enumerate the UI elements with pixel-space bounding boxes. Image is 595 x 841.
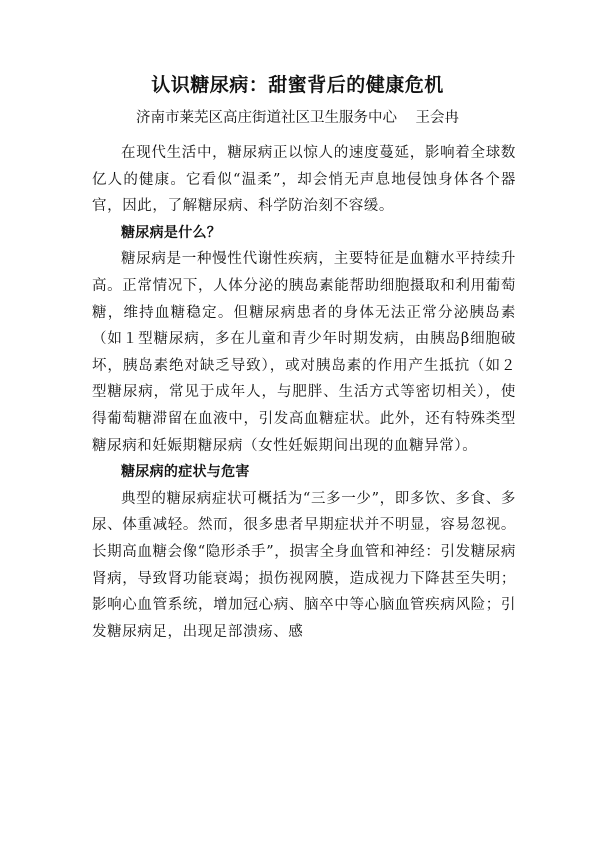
section-paragraph-what-is: 糖尿病是一种慢性代谢性疾病，主要特征是血糖水平持续升高。正常情况下，人体分泌的胰岛素能帮助细胞摄取和利用葡萄糖，维持血糖稳定。但糖尿病患者的身体无法正常分泌胰岛素（如１型糖尿病，多在儿童和青少年时期发病，由胰岛β细胞破坏，胰岛素绝对缺乏导致），或对胰岛素的作用产生抵抗（如２型糖尿病，常见于成年人，与肥胖、生活方式等密切相关），使得葡萄糖滞留在血液中，引发高血糖症状。此外，还有特殊类型糖尿病和妊娠期糖尿病（女性妊娠期间出现的血糖异常）。 (92, 251, 516, 454)
author-line: 济南市莱芜区高庄街道社区卫生服务中心 王会冉 (136, 110, 459, 126)
article-body (92, 140, 516, 645)
section-paragraph-symptoms: 典型的糖尿病症状可概括为“三多一少”，即多饮、多食、多尿、体重减轻。然而，很多患者早期症状并不明显，容易忽视。长期高血糖会像“隐形杀手”，损害全身血管和神经：引发糖尿病肾病，导致肾功能衰竭；损伤视网膜，造成视力下降甚至失明；影响心血管系统，增加冠心病、脑卒中等心脑血管疾病风险；引发糖尿病足，出现足部溃疡、感 (92, 490, 516, 640)
intro-paragraph: 在现代生活中，糖尿病正以惊人的速度蔓延，影响着全球数亿人的健康。它看似“温柔”，却会悄无声息地侵蚀身体各个器官，因此，了解糖尿病、科学防治刻不容缓。 (92, 145, 516, 215)
article-title: 认识糖尿病：甜蜜背后的健康危机 (151, 74, 444, 96)
section-heading-symptoms: 糖尿病的症状与危害 (121, 464, 250, 481)
section-heading-what-is: 糖尿病是什么？ (121, 224, 222, 241)
